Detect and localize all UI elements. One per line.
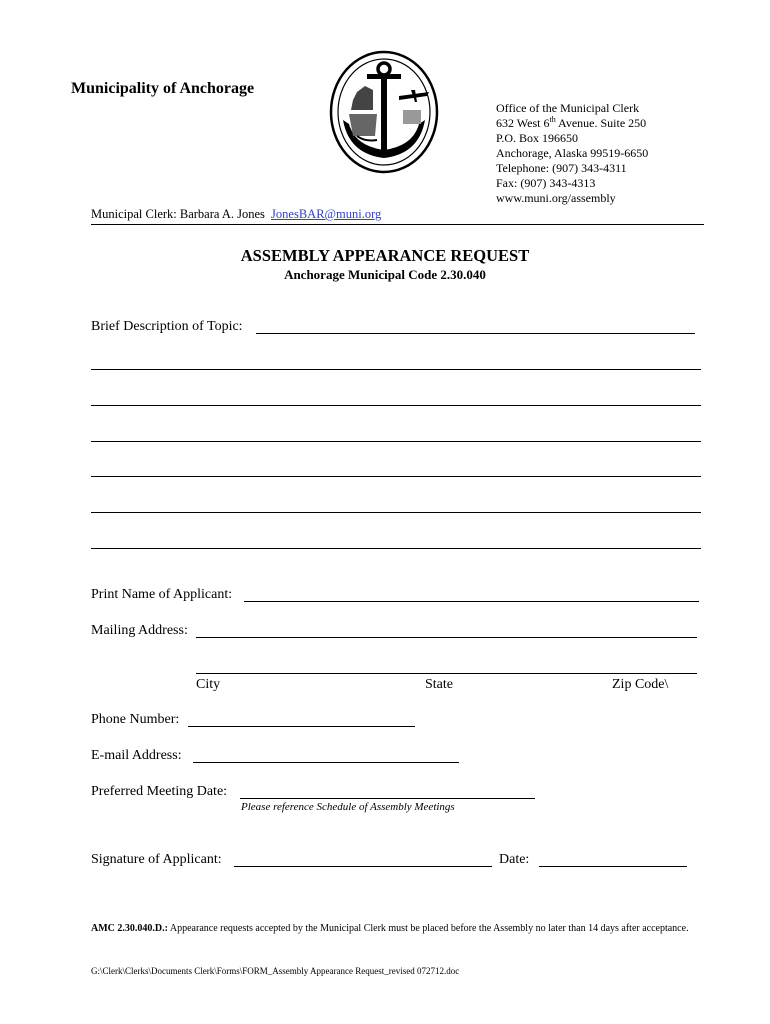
office-street: 632 West 6th Avenue. Suite 250 (496, 115, 647, 130)
anchorage-seal-icon (329, 50, 439, 174)
topic-field-line-6[interactable] (91, 512, 701, 513)
phone-field[interactable] (188, 726, 415, 727)
clerk-line (91, 207, 381, 222)
office-telephone: Telephone: (907) 343-4311 (496, 161, 627, 175)
applicant-name-field[interactable] (244, 601, 699, 602)
topic-field-line-3[interactable] (91, 405, 701, 406)
mailing-address-field-1[interactable] (196, 637, 697, 638)
form-title: ASSEMBLY APPEARANCE REQUEST (240, 246, 530, 265)
clerk-email-link[interactable]: JonesBAR@muni.org (271, 207, 382, 221)
office-city: Anchorage, Alaska 99519-6650 (496, 146, 649, 160)
topic-field-line-2[interactable] (91, 369, 701, 370)
office-po-box: P.O. Box 196650 (496, 131, 579, 145)
organization-name: Municipality of Anchorage (71, 80, 255, 97)
office-name: Office of the Municipal Clerk (496, 101, 640, 115)
form-subtitle: Anchorage Municipal Code 2.30.040 (284, 267, 486, 282)
topic-label: Brief Description of Topic: (91, 319, 243, 334)
topic-field-line-5[interactable] (91, 476, 701, 477)
signature-field[interactable] (234, 866, 492, 867)
meeting-date-label: Preferred Meeting Date: (91, 784, 228, 799)
zip-code-label: Zip Code\ (612, 677, 669, 692)
phone-label: Phone Number: (91, 712, 180, 727)
footer-note (91, 922, 701, 935)
clerk-name: Municipal Clerk: Barbara A. Jones (91, 207, 265, 221)
state-label: State (425, 677, 453, 692)
meeting-schedule-note: Please reference Schedule of Assembly Meetings (241, 801, 455, 813)
city-label: City (196, 677, 221, 692)
code-reference: AMC 2.30.040.D.: (91, 923, 168, 934)
meeting-date-field[interactable] (240, 798, 535, 799)
footer-note-text: Appearance requests accepted by the Municipal Clerk must be placed before the Assembly no later than 14 days after acceptance. (167, 923, 689, 934)
office-address (496, 101, 648, 206)
date-label: Date: (499, 852, 530, 867)
topic-field-line-4[interactable] (91, 441, 701, 442)
email-label: E-mail Address: (91, 748, 182, 763)
mailing-address-field-2[interactable] (196, 673, 697, 674)
date-field[interactable] (539, 866, 687, 867)
topic-field-line-1[interactable] (256, 333, 695, 334)
header-divider (91, 224, 704, 225)
file-path: G:\Clerk\Clerks\Documents Clerk\Forms\FORM_Assembly Appearance Request_revised 072712.doc (91, 966, 460, 976)
signature-label: Signature of Applicant: (91, 852, 222, 867)
office-website: www.muni.org/assembly (496, 191, 616, 205)
email-field[interactable] (193, 762, 459, 763)
office-fax: Fax: (907) 343-4313 (496, 176, 596, 190)
mailing-address-label: Mailing Address: (91, 623, 188, 638)
topic-field-line-7[interactable] (91, 548, 701, 549)
applicant-name-label: Print Name of Applicant: (91, 587, 233, 602)
